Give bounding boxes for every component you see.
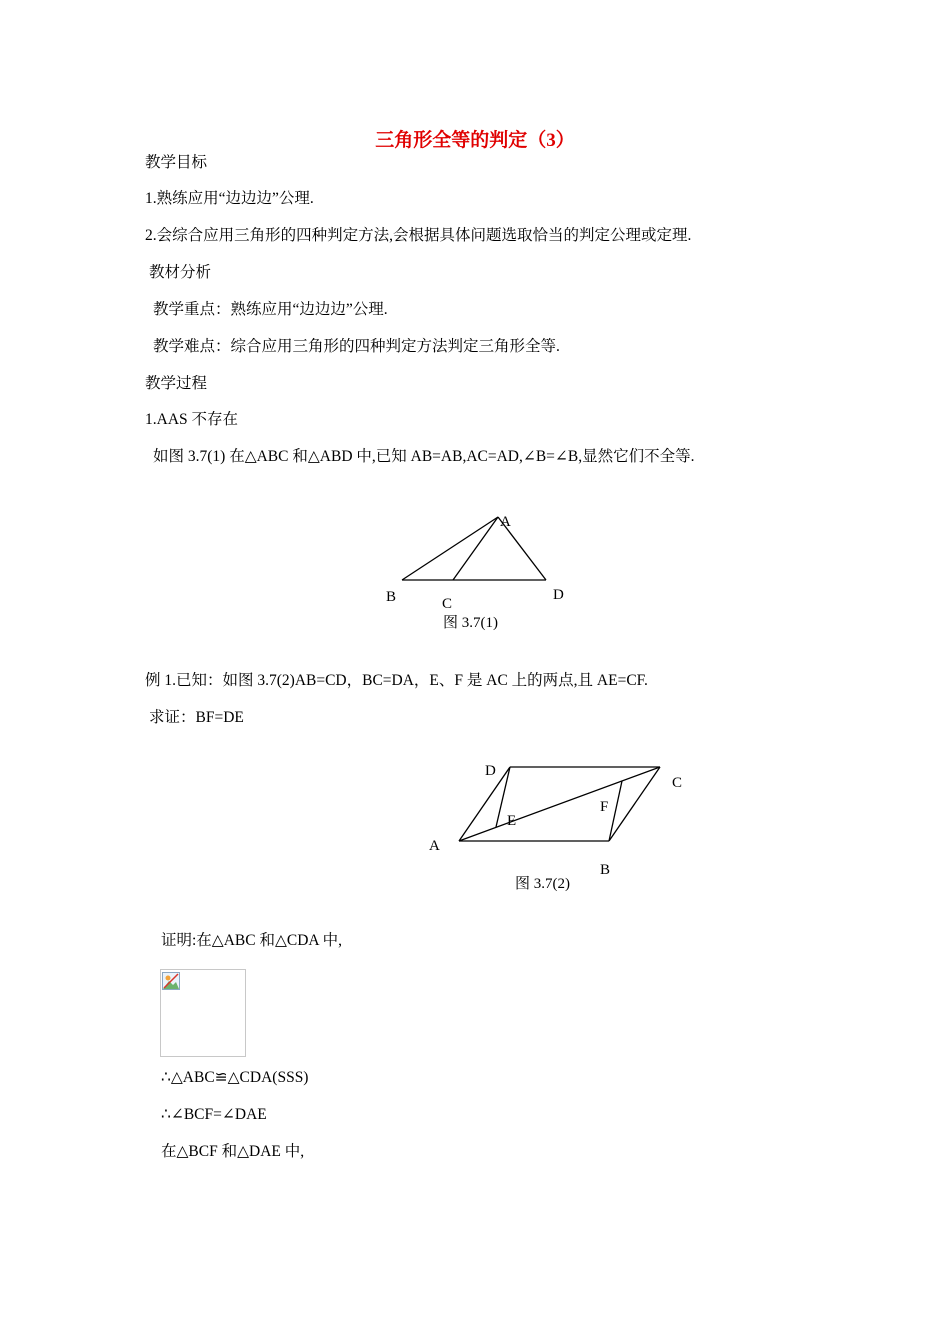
proof-step-1: ∴△ABC≌△CDA(SSS) — [161, 1069, 309, 1086]
proof-intro: 证明:在△ABC 和△CDA 中, — [161, 932, 343, 949]
proof-step-3: 在△BCF 和△DAE 中, — [161, 1143, 305, 1160]
figure2-label-e: E — [507, 813, 517, 829]
figure1-label-d: D — [553, 587, 564, 603]
segment-CB — [609, 767, 660, 841]
example-1-prove: 求证：BF=DE — [149, 709, 244, 726]
figure1-label-c: C — [442, 596, 453, 612]
figure2-label-a: A — [429, 838, 440, 854]
segment-AB — [402, 517, 498, 580]
section-heading-analysis: 教材分析 — [149, 264, 212, 281]
figure2-label-c: C — [672, 775, 683, 791]
broken-image-icon — [162, 972, 180, 990]
figure1-label-a: A — [500, 514, 511, 530]
difficult-point: 教学难点：综合应用三角形的四种判定方法判定三角形全等. — [153, 338, 560, 355]
objective-1: 1.熟练应用“边边边”公理. — [145, 190, 314, 207]
objective-2: 2.会综合应用三角形的四种判定方法,会根据具体问题选取恰当的判定公理或定理. — [145, 227, 692, 244]
figure2-caption: 图 3.7(2) — [515, 876, 570, 892]
segment-BF — [609, 781, 622, 841]
figure2-label-f: F — [600, 799, 609, 815]
figure1-description: 如图 3.7(1) 在△ABC 和△ABD 中,已知 AB=AB,AC=AD,∠B=∠B,显然它们不全等. — [153, 448, 695, 465]
key-point: 教学重点：熟练应用“边边边”公理. — [153, 301, 388, 318]
figure1-label-b: B — [386, 589, 397, 605]
example-1-given: 例 1.已知：如图 3.7(2)AB=CD，BC=DA，E、F 是 AC 上的两点,且 AE=CF. — [145, 672, 648, 689]
segment-AC — [453, 517, 498, 580]
figure2-label-d: D — [485, 763, 496, 779]
section-heading-objectives: 教学目标 — [145, 154, 208, 171]
process-item-1: 1.AAS 不存在 — [145, 411, 239, 428]
section-heading-process: 教学过程 — [145, 375, 208, 392]
figure1-caption: 图 3.7(1) — [443, 615, 498, 631]
broken-image-placeholder — [160, 969, 246, 1057]
figure2-label-b: B — [600, 862, 611, 878]
proof-step-2: ∴∠BCF=∠DAE — [161, 1106, 267, 1123]
page-title: 三角形全等的判定（3） — [375, 130, 575, 151]
